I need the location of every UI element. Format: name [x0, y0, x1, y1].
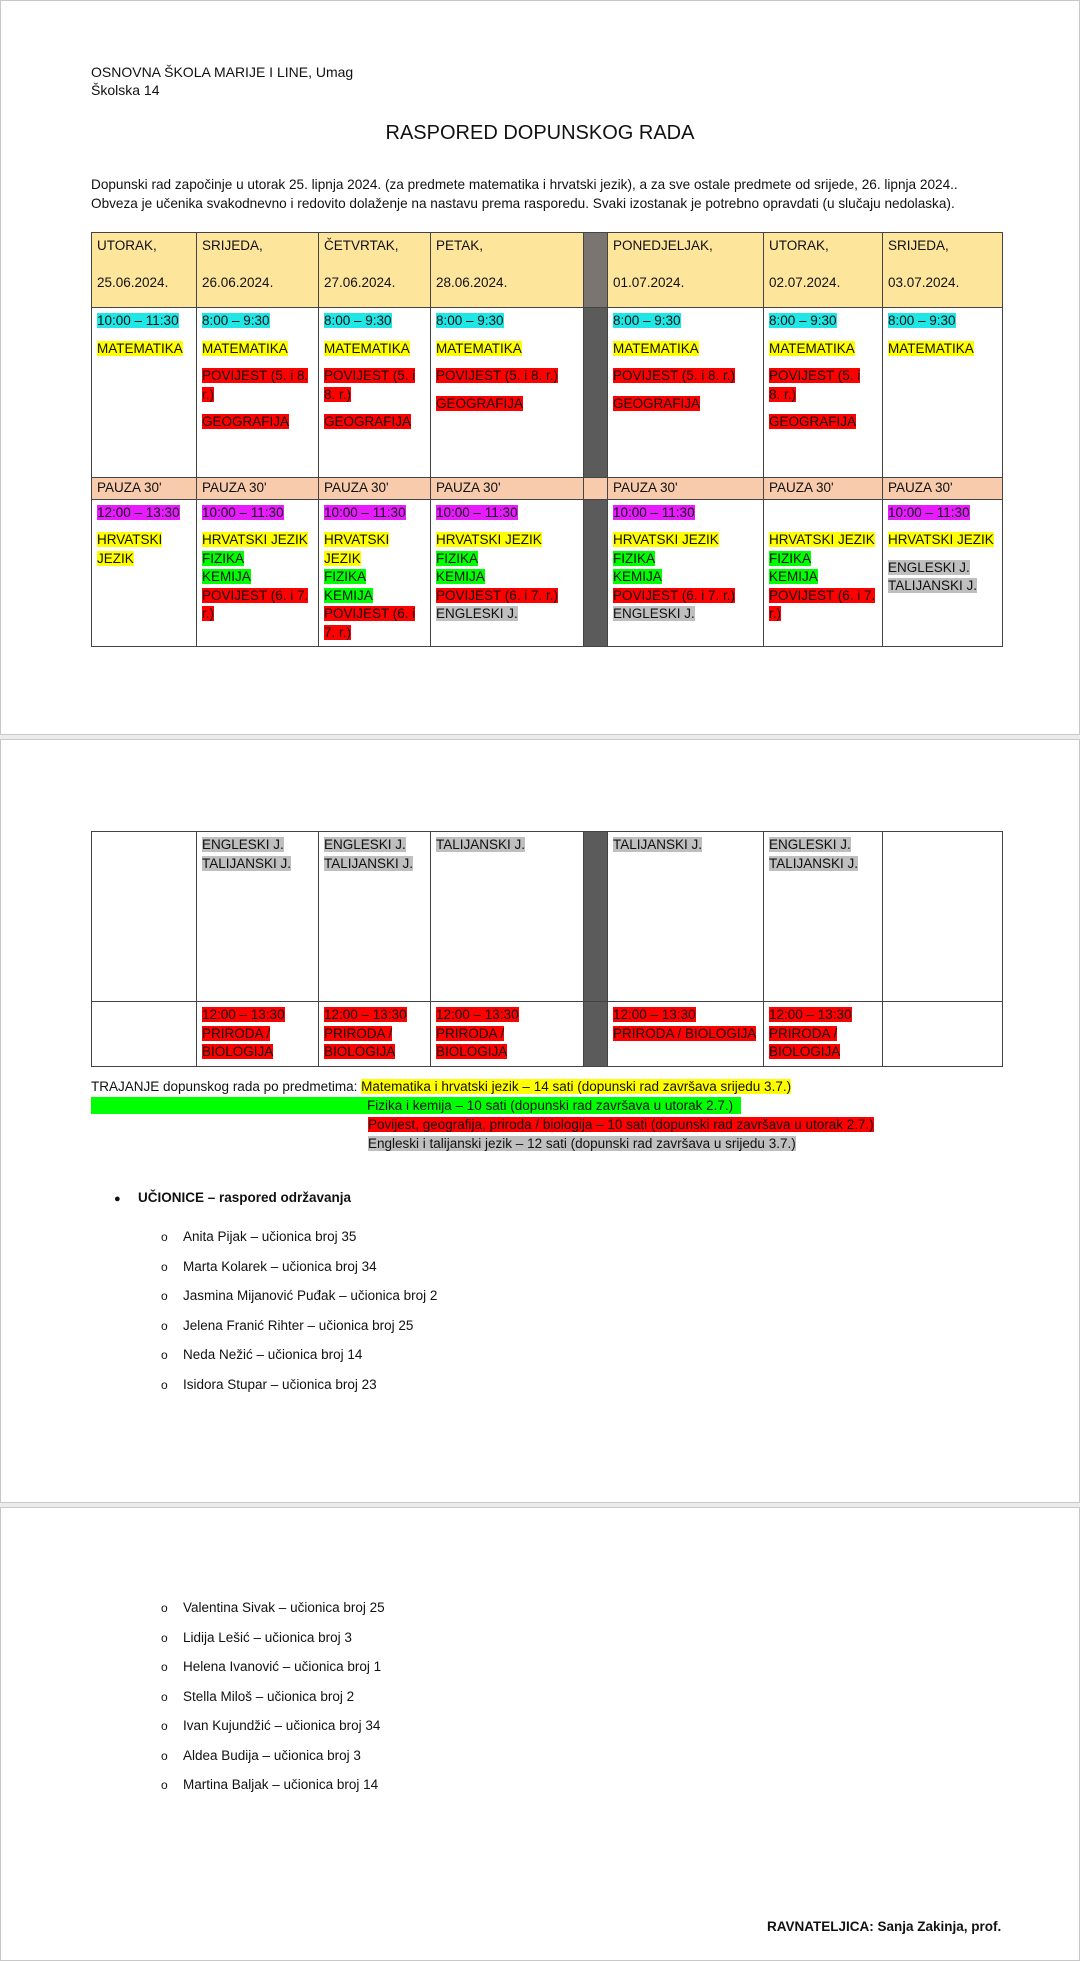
slot-cell: [92, 832, 197, 1002]
pause-cell: PAUZA 30': [197, 478, 319, 500]
classrooms-heading: ● UČIONICE – raspored održavanja: [114, 1190, 352, 1205]
duration-label: TRAJANJE dopunskog rada po predmetima:: [91, 1079, 362, 1094]
sub-bullet-icon: o: [161, 1318, 168, 1333]
morning-block-row: [92, 308, 1003, 478]
classroom-list-2: [161, 1598, 385, 1805]
day-header-cell: PONEDJELJAK, 01.07.2024.: [608, 233, 764, 308]
classroom-entry-text: Valentina Sivak – učionica broj 25: [183, 1600, 385, 1615]
slot-cell: 8:00 – 9:30 MATEMATIKA: [883, 308, 1003, 478]
slot-cell: 8:00 – 9:30 MATEMATIKA POVIJEST (5. i 8. r.) GEOGRAFIJA: [764, 308, 883, 478]
slot-cell: 12:00 – 13:30 PRIRODA / BIOLOGIJA: [764, 1002, 883, 1067]
pause-cell: PAUZA 30': [883, 478, 1003, 500]
classroom-list-item: [161, 1316, 437, 1346]
slot-cell: 10:00 – 11:30 HRVATSKI JEZIK FIZIKA KEMIJA POVIJEST (6. i 7. r.): [319, 499, 431, 647]
school-address: Školska 14: [91, 82, 160, 98]
slot-cell: 10:00 – 11:30 HRVATSKI JEZIK FIZIKA KEMIJA POVIJEST (6. i 7. r.) ENGLESKI J.: [431, 499, 584, 647]
classroom-entry-text: Anita Pijak – učionica broj 35: [183, 1229, 357, 1244]
classroom-list-item: [161, 1628, 385, 1658]
school-name: OSNOVNA ŠKOLA MARIJE I LINE, Umag: [91, 64, 354, 80]
slot-cell: HRVATSKI JEZIK FIZIKA KEMIJA POVIJEST (6. i 7. r.): [764, 499, 883, 647]
sub-bullet-icon: o: [161, 1719, 168, 1733]
classroom-list-item: [161, 1375, 437, 1405]
pause-separator: [584, 478, 608, 500]
classroom-list-item: [161, 1257, 437, 1287]
classroom-list-item: [161, 1775, 385, 1805]
schedule-table: [91, 232, 1003, 647]
slot-cell: 10:00 – 11:30 MATEMATIKA: [92, 308, 197, 478]
classroom-entry-text: Stella Miloš – učionica broj 2: [183, 1688, 355, 1704]
week-separator: [584, 832, 608, 1002]
classroom-list-item: [161, 1598, 385, 1628]
languages-block-row: [92, 832, 1003, 1002]
sub-bullet-icon: o: [161, 1778, 168, 1792]
page-3: [0, 1507, 1080, 1961]
schedule-table-continued: [91, 831, 1003, 1067]
classroom-list-item: [161, 1687, 385, 1717]
slot-cell: 10:00 – 11:30 HRVATSKI JEZIK ENGLESKI J. TALIJANSKI J.: [883, 499, 1003, 647]
page-title: RASPORED DOPUNSKOG RADA: [385, 122, 695, 144]
classroom-entry-text: Jasmina Mijanović Puđak – učionica broj 2: [183, 1288, 438, 1303]
slot-cell: 8:00 – 9:30 MATEMATIKA POVIJEST (5. i 8. r.) GEOGRAFIJA: [197, 308, 319, 478]
slot-cell: 8:00 – 9:30 MATEMATIKA POVIJEST (5. i 8. r.) GEOGRAFIJA: [319, 308, 431, 478]
slot-cell: ENGLESKI J. TALIJANSKI J.: [197, 832, 319, 1002]
page-2: [0, 739, 1080, 1503]
slot-cell: 12:00 – 13:30 PRIRODA / BIOLOGIJA: [431, 1002, 584, 1067]
slot-cell: [883, 832, 1003, 1002]
classroom-entry-text: Martina Baljak – učionica broj 14: [183, 1777, 379, 1792]
midday-block-row: [92, 499, 1003, 647]
day-header-cell: UTORAK, 02.07.2024.: [764, 233, 883, 308]
classroom-list-item: [161, 1746, 385, 1776]
afternoon-block-row: [92, 1002, 1003, 1067]
slot-cell: 10:00 – 11:30 HRVATSKI JEZIK FIZIKA KEMIJA POVIJEST (6. i 7. r.): [197, 499, 319, 647]
sub-bullet-icon: o: [161, 1289, 168, 1303]
slot-cell: 12:00 – 13:30 PRIRODA / BIOLOGIJA: [319, 1002, 431, 1067]
intro-line-1: Dopunski rad započinje u utorak 25. lipnja 2024. (za predmete matematika i hrvatski jezik), a za sve ostale predmete od srijede, 26. lipnja 2024..: [91, 177, 958, 192]
intro-line-2: Obveza je učenika svakodnevno i redovito dolaženje na nastavu prema rasporedu. Svaki izostanak je potrebno opravdati (u slučaju nedolaska).: [91, 196, 955, 211]
classroom-entry-text: Marta Kolarek – učionica broj 34: [183, 1258, 377, 1274]
duration-line-1: [91, 1077, 791, 1096]
classroom-list-item: [161, 1227, 437, 1257]
sub-bullet-icon: o: [161, 1689, 168, 1704]
slot-cell: 8:00 – 9:30 MATEMATIKA POVIJEST (5. i 8. r.) GEOGRAFIJA: [431, 308, 584, 478]
pause-cell: PAUZA 30': [764, 478, 883, 500]
slot-cell: TALIJANSKI J.: [431, 832, 584, 1002]
classroom-list-item: [161, 1286, 437, 1316]
day-header-row: [92, 233, 1003, 308]
sub-bullet-icon: o: [161, 1230, 168, 1244]
bullet-icon: ●: [114, 1193, 121, 1205]
day-header-cell: UTORAK, 25.06.2024.: [92, 233, 197, 308]
pause-cell: PAUZA 30': [608, 478, 764, 500]
slot-cell: [92, 1002, 197, 1067]
slot-cell: 8:00 – 9:30 MATEMATIKA POVIJEST (5. i 8. r.) GEOGRAFIJA: [608, 308, 764, 478]
slot-cell: [883, 1002, 1003, 1067]
classroom-list-1: [161, 1227, 437, 1404]
duration-math-croatian: Matematika i hrvatski jezik – 14 sati (dopunski rad završava srijedu 3.7.): [361, 1079, 792, 1094]
slot-cell: TALIJANSKI J.: [608, 832, 764, 1002]
classroom-entry-text: Aldea Budija – učionica broj 3: [183, 1747, 361, 1763]
principal-signature: RAVNATELJICA: Sanja Zakinja, prof.: [767, 1919, 1002, 1934]
classroom-entry-text: Ivan Kujundžić – učionica broj 34: [183, 1718, 381, 1733]
duration-physics-chemistry: Fizika i kemija – 10 sati (dopunski rad završava u utorak 2.7.): [367, 1098, 734, 1113]
classroom-entry-text: Jelena Franić Rihter – učionica broj 25: [183, 1317, 414, 1333]
week-separator: [584, 1002, 608, 1067]
week-separator: [584, 233, 608, 308]
sub-bullet-icon: o: [161, 1748, 168, 1763]
slot-cell: 12:00 – 13:30 PRIRODA / BIOLOGIJA: [608, 1002, 764, 1067]
classroom-list-item: [161, 1345, 437, 1375]
slot-cell: 12:00 – 13:30 HRVATSKI JEZIK: [92, 499, 197, 647]
slot-cell: 12:00 – 13:30 PRIRODA / BIOLOGIJA: [197, 1002, 319, 1067]
slot-cell: 10:00 – 11:30 HRVATSKI JEZIK FIZIKA KEMIJA POVIJEST (6. i 7. r.) ENGLESKI J.: [608, 499, 764, 647]
pause-row: [92, 478, 1003, 500]
classroom-entry-text: Helena Ivanović – učionica broj 1: [183, 1659, 382, 1674]
sub-bullet-icon: o: [161, 1601, 168, 1615]
week-separator: [584, 499, 608, 647]
pause-cell: PAUZA 30': [431, 478, 584, 500]
sub-bullet-icon: o: [161, 1377, 168, 1392]
pause-cell: PAUZA 30': [92, 478, 197, 500]
sub-bullet-icon: o: [161, 1630, 168, 1645]
sub-bullet-icon: o: [161, 1259, 168, 1274]
sub-bullet-icon: o: [161, 1660, 168, 1674]
slot-cell: ENGLESKI J. TALIJANSKI J.: [319, 832, 431, 1002]
classroom-list-item: [161, 1716, 385, 1746]
day-header-cell: PETAK, 28.06.2024.: [431, 233, 584, 308]
day-header-cell: ČETVRTAK, 27.06.2024.: [319, 233, 431, 308]
duration-history-line: Povijest, geografija, priroda / biologija – 10 sati (dopunski rad završava u utorak 2.7.): [368, 1117, 874, 1132]
pause-cell: PAUZA 30': [319, 478, 431, 500]
classroom-entry-text: Neda Nežić – učionica broj 14: [183, 1347, 363, 1362]
classroom-entry-text: Lidija Lešić – učionica broj 3: [183, 1629, 352, 1645]
day-header-cell: SRIJEDA, 03.07.2024.: [883, 233, 1003, 308]
day-header-cell: SRIJEDA, 26.06.2024.: [197, 233, 319, 308]
week-separator: [584, 308, 608, 478]
sub-bullet-icon: o: [161, 1348, 168, 1362]
page-1: [0, 0, 1080, 735]
classroom-list-item: [161, 1657, 385, 1687]
classroom-entry-text: Isidora Stupar – učionica broj 23: [183, 1376, 377, 1392]
duration-languages-line: Engleski i talijanski jezik – 12 sati (dopunski rad završava u srijedu 3.7.): [368, 1136, 796, 1151]
slot-cell: ENGLESKI J. TALIJANSKI J.: [764, 832, 883, 1002]
